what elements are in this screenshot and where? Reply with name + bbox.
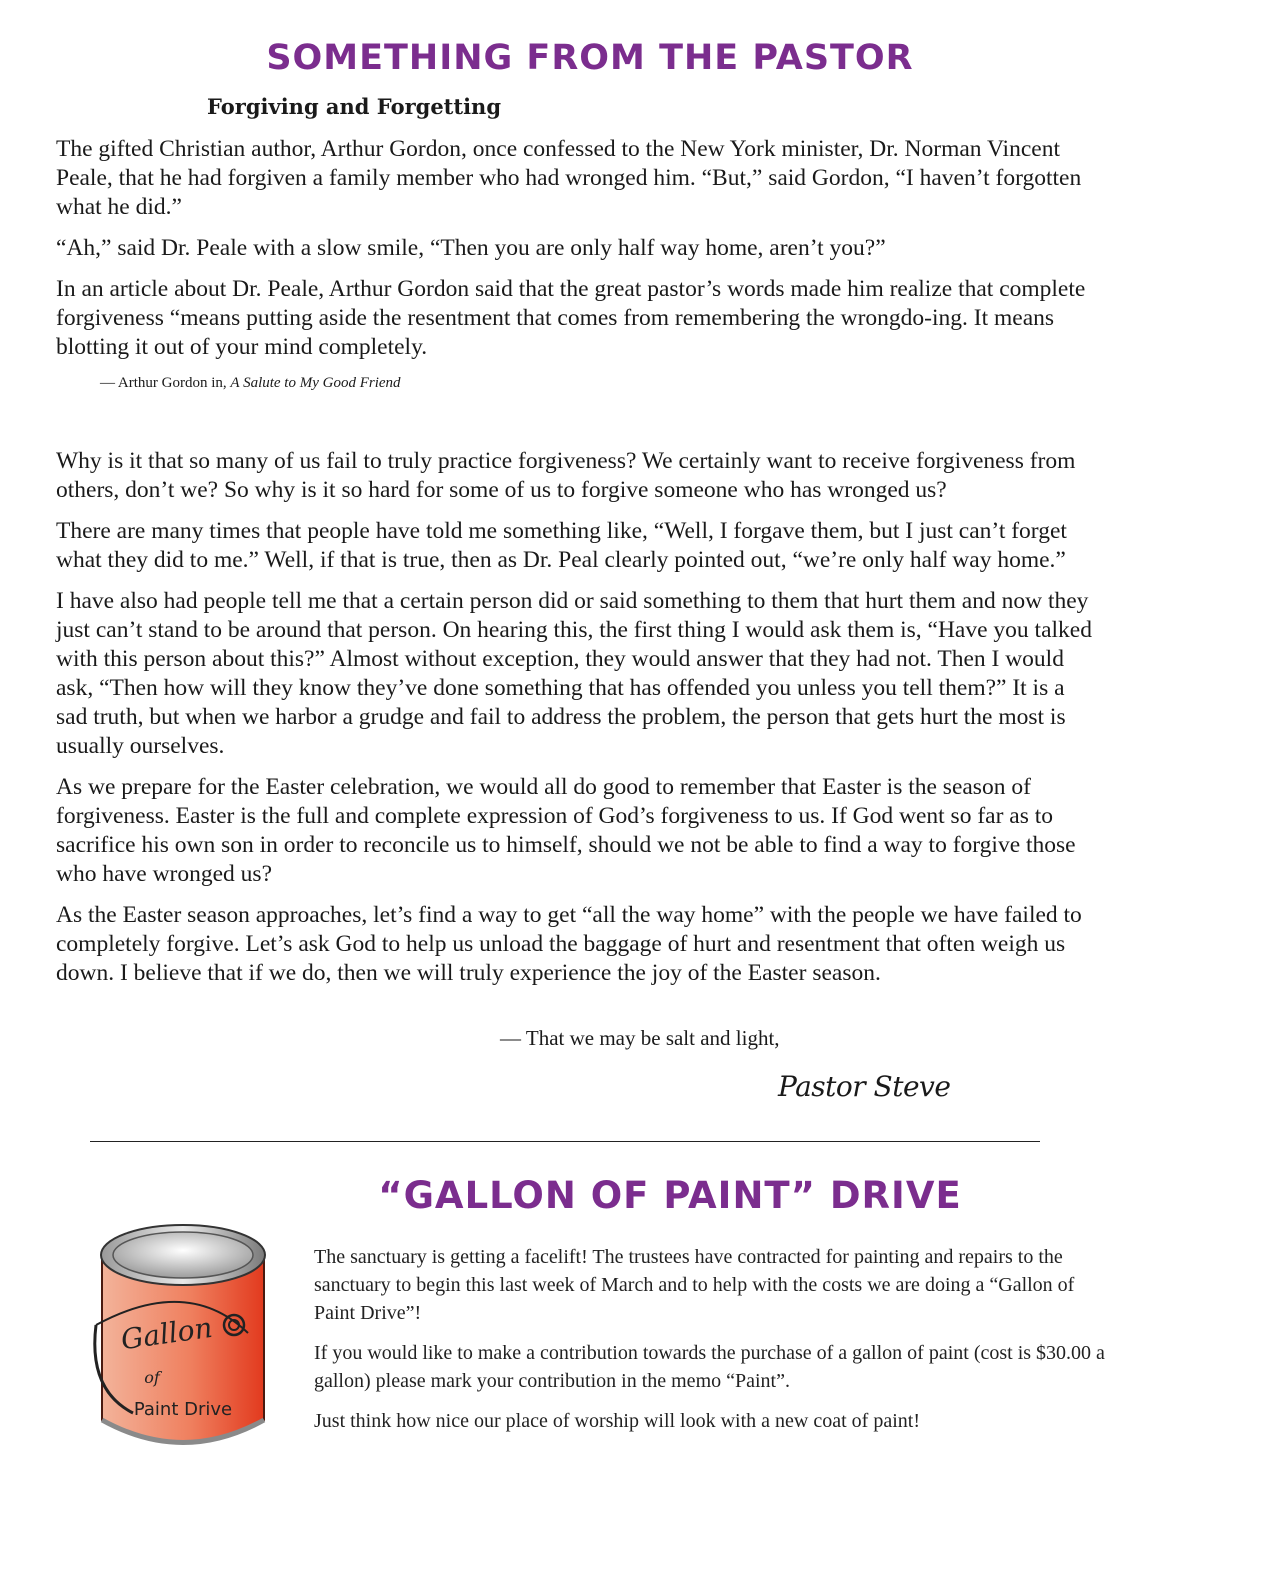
- pastor-signature: Pastor Steve: [778, 1070, 951, 1103]
- paint-drive-heading: “GALLON OF PAINT” DRIVE: [378, 1174, 962, 1217]
- article-paragraph: As we prepare for the Easter celebration, we would all do good to remember that Easter is the season of forgiveness. Easter is the full and complete expression of God’s forgiveness to us. If God went so far as to sacrifice his own son in order to reconcile us to himself, should we not be able to find a way to forgive those who have wronged us?: [56, 774, 1076, 887]
- section-divider: [90, 1141, 1040, 1142]
- article-paragraph: “Ah,” said Dr. Peale with a slow smile, “Then you are only half way home, aren’t you?”: [56, 235, 886, 261]
- article-intro: [56, 135, 1096, 374]
- can-label-of: of: [144, 1368, 160, 1387]
- article-paragraph: In an article about Dr. Peale, Arthur Gordon said that the great pastor’s words made him realize that complete forgiveness “means putting aside the resentment that comes from remembering the wrongdo-ing. It means blotting it out of your mind completely.: [56, 276, 1086, 360]
- can-label-gallon: Gallon: [118, 1310, 215, 1357]
- article-paragraph: I have also had people tell me that a certain person did or said something to them that hurt them and now they just can’t stand to be around that person. On hearing this, the first thing I would ask them is, “Have you talked with this person about this?” Almost without exception, they would answer that they had not. Then I would ask, “Then how will they know they’ve done something that has offended you unless you tell them?” It is a sad truth, but when we harbor a grudge and fail to address the problem, the person that gets hurt the most is usually ourselves.: [56, 588, 1092, 759]
- article-subtitle: Forgiving and Forgetting: [207, 94, 502, 119]
- article-paragraph: There are many times that people have told me something like, “Well, I forgave them, but I just can’t forget what they did to me.” Well, if that is true, then as Dr. Peal clearly pointed out, “we’re only half way home.”: [56, 518, 1067, 573]
- article-body: [56, 447, 1096, 1000]
- citation-title: A Salute to My Good Friend: [230, 375, 401, 391]
- paint-paragraph: The sanctuary is getting a facelift! The trustees have contracted for painting and repairs to the sanctuary to begin this last week of March and to help with the costs we are doing a “Gallon of Paint Drive”!: [314, 1246, 1075, 1324]
- article-paragraph: As the Easter season approaches, let’s find a way to get “all the way home” with the people we have failed to completely forgive. Let’s ask God to help us unload the baggage of hurt and resentment that often weigh us down. I believe that if we do, then we will truly experience the joy of the Easter season.: [56, 902, 1082, 986]
- closing-line: — That we may be salt and light,: [500, 1026, 780, 1050]
- can-label-paint-drive: Paint Drive: [133, 1399, 233, 1420]
- paint-can-icon: [88, 1215, 278, 1465]
- paint-paragraph: Just think how nice our place of worship will look with a new coat of paint!: [314, 1410, 920, 1432]
- paint-drive-body: [314, 1243, 1114, 1447]
- paint-paragraph: If you would like to make a contribution towards the purchase of a gallon of paint (cost is $30.00 a gallon) please mark your contribution in the memo “Paint”.: [314, 1342, 1105, 1392]
- pastor-section-heading: SOMETHING FROM THE PASTOR: [266, 38, 914, 78]
- article-paragraph: Why is it that so many of us fail to truly practice forgiveness? We certainly want to receive forgiveness from others, don’t we? So why is it so hard for some of us to forgive someone who has wronged us?: [56, 448, 1076, 503]
- quote-citation: [100, 375, 401, 392]
- citation-author: — Arthur Gordon in,: [100, 375, 227, 391]
- article-paragraph: The gifted Christian author, Arthur Gordon, once confessed to the New York minister, Dr. Norman Vincent Peale, that he had forgiven a family member who had wronged him. “But,” said Gordon, “I haven’t forgotten what he did.”: [56, 136, 1082, 220]
